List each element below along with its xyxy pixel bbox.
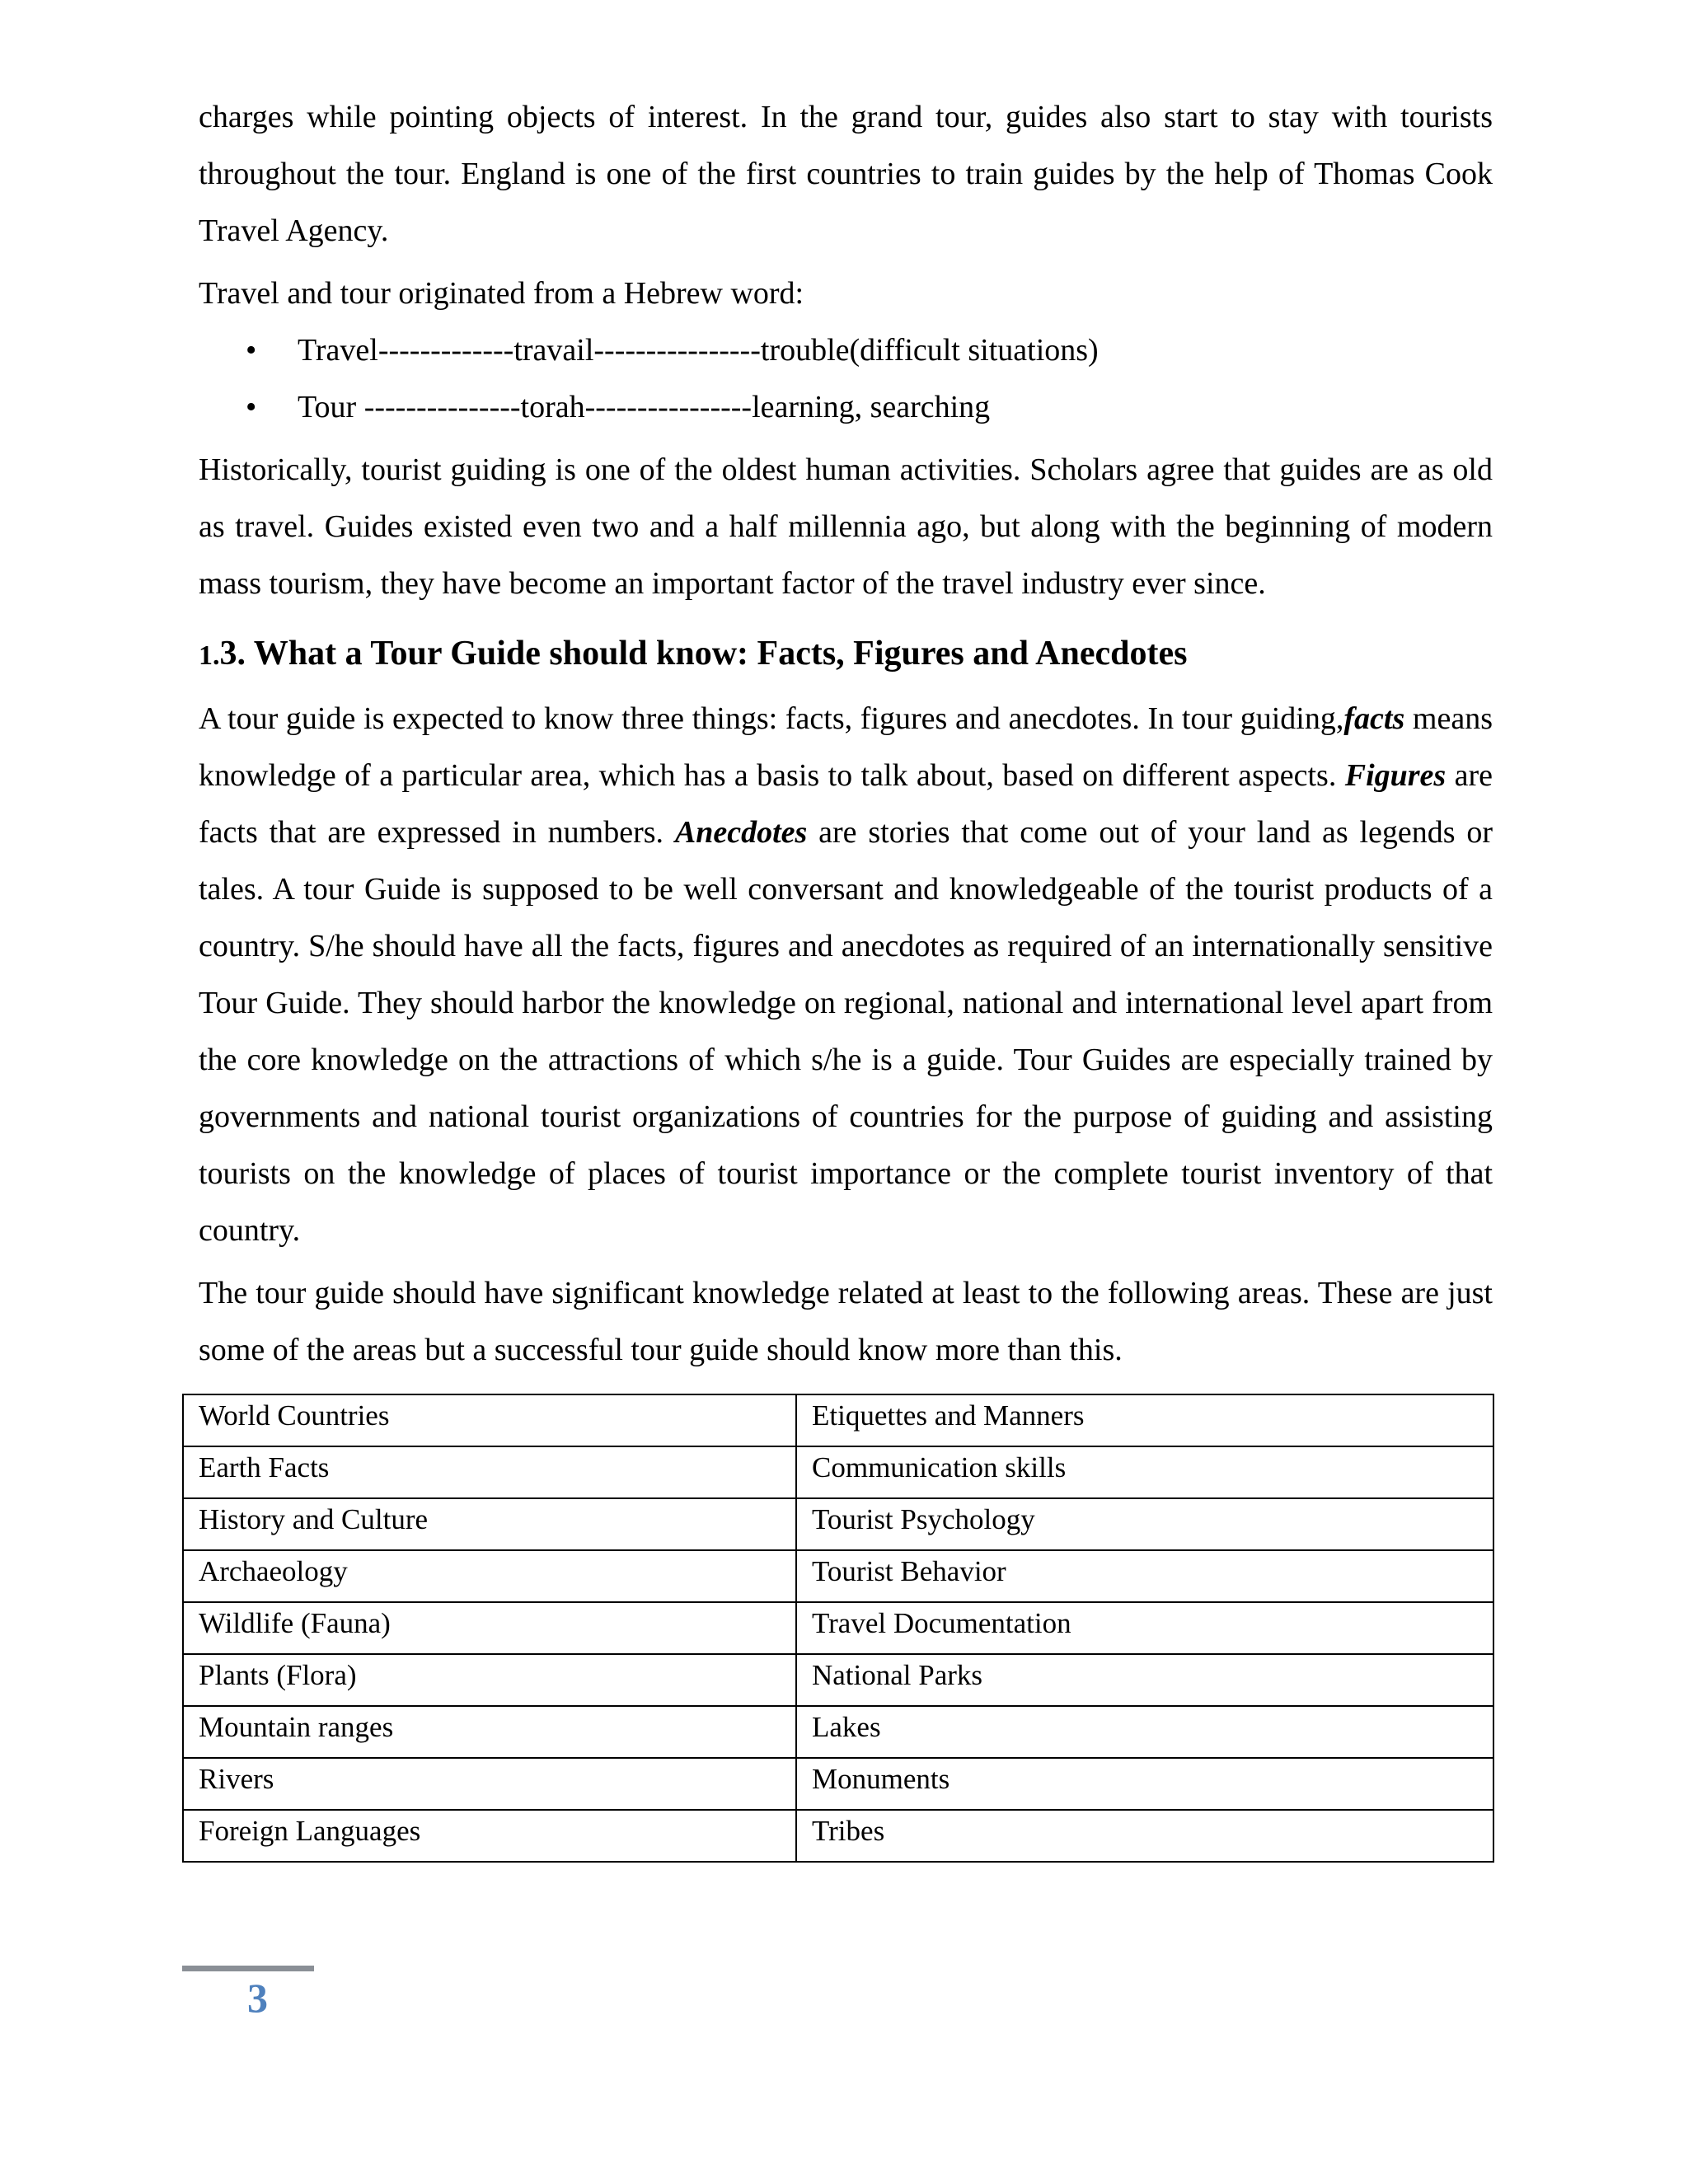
section-number-prefix: 1.: [199, 640, 220, 671]
table-cell: Lakes: [796, 1706, 1493, 1758]
knowledge-areas-table: [182, 1394, 1494, 1863]
section-heading: [199, 629, 1493, 681]
term-anecdotes: Anecdotes: [674, 815, 808, 850]
table-cell: National Parks: [796, 1654, 1493, 1706]
table-row: [183, 1446, 1493, 1498]
knowledge-text-d: are stories that come out of your land as legends or tales. A tour Guide is supposed to be well conversant and knowledgeable of the tourist products of a country. S/he should have all the facts, figures and anecdotes as required of an internationally sensitive Tour Guide. They should harbor the knowledge on regional, national and international level apart from the core knowledge on the attractions of which s/he is a guide. Tour Guides are especially trained by governments and national tourist organizations of countries for the purpose of guiding and assisting tourists on the knowledge of places of tourist importance or the complete tourist inventory of that country.: [199, 815, 1493, 1248]
table-cell: Archaeology: [183, 1550, 796, 1602]
bullet-icon: •: [246, 333, 257, 368]
table-row: [183, 1498, 1493, 1550]
footer-rule: [182, 1966, 314, 1971]
table-cell: Tourist Psychology: [796, 1498, 1493, 1550]
bullet-text: Travel-------------travail----------------trouble(difficult situations): [298, 333, 1099, 368]
knowledge-text-a: A tour guide is expected to know three things: facts, figures and anecdotes. In tour guiding,: [199, 701, 1344, 736]
table-cell: Earth Facts: [183, 1446, 796, 1498]
table-cell: Tourist Behavior: [796, 1550, 1493, 1602]
bullet-text: Tour ---------------torah----------------learning, searching: [298, 390, 991, 424]
term-facts: facts: [1343, 701, 1405, 736]
table-row: [183, 1654, 1493, 1706]
intro-paragraph: charges while pointing objects of interest. In the grand tour, guides also start to stay with tourists throughout the tour. England is one of the first countries to train guides by the help of Thomas Cook Travel Agency.: [199, 100, 1493, 248]
section-number: 3.: [219, 635, 246, 673]
table-cell: Wildlife (Fauna): [183, 1602, 796, 1654]
table-cell: World Countries: [183, 1394, 796, 1446]
list-item: [199, 322, 1493, 379]
table-row: [183, 1810, 1493, 1862]
table-cell: History and Culture: [183, 1498, 796, 1550]
page-body: [199, 89, 1493, 1379]
origin-bullet-list: [199, 322, 1493, 436]
origin-lead: Travel and tour originated from a Hebrew word:: [199, 276, 804, 311]
table-cell: Rivers: [183, 1758, 796, 1810]
table-cell: Travel Documentation: [796, 1602, 1493, 1654]
page-number: 3: [247, 1975, 268, 2021]
table-cell: Mountain ranges: [183, 1706, 796, 1758]
knowledge-text-c: are facts that are expressed in numbers.: [199, 758, 1493, 850]
table-row: [183, 1758, 1493, 1810]
table-row: [183, 1394, 1493, 1446]
table-row: [183, 1602, 1493, 1654]
knowledge-paragraph: [199, 691, 1493, 1259]
knowledge-text-b: means knowledge of a particular area, which has a basis to talk about, based on different aspects.: [199, 701, 1493, 793]
term-figures: Figures: [1344, 758, 1447, 793]
section-title: What a Tour Guide should know: Facts, Figures and Anecdotes: [246, 635, 1188, 673]
table-row: [183, 1550, 1493, 1602]
table-row: [183, 1706, 1493, 1758]
list-item: [199, 379, 1493, 436]
bullet-icon: •: [246, 390, 257, 424]
table-cell: Communication skills: [796, 1446, 1493, 1498]
history-paragraph: Historically, tourist guiding is one of the oldest human activities. Scholars agree that guides are as old as travel. Guides existed even two and a half millennia ago, but along with the beginning of modern mass tourism, they have become an important factor of the travel industry ever since.: [199, 452, 1493, 601]
table-cell: Etiquettes and Manners: [796, 1394, 1493, 1446]
table-cell: Foreign Languages: [183, 1810, 796, 1862]
table-cell: Monuments: [796, 1758, 1493, 1810]
table-cell: Tribes: [796, 1810, 1493, 1862]
table-cell: Plants (Flora): [183, 1654, 796, 1706]
areas-intro-paragraph: The tour guide should have significant knowledge related at least to the following areas. These are just some of the areas but a successful tour guide should know more than this.: [199, 1276, 1493, 1367]
